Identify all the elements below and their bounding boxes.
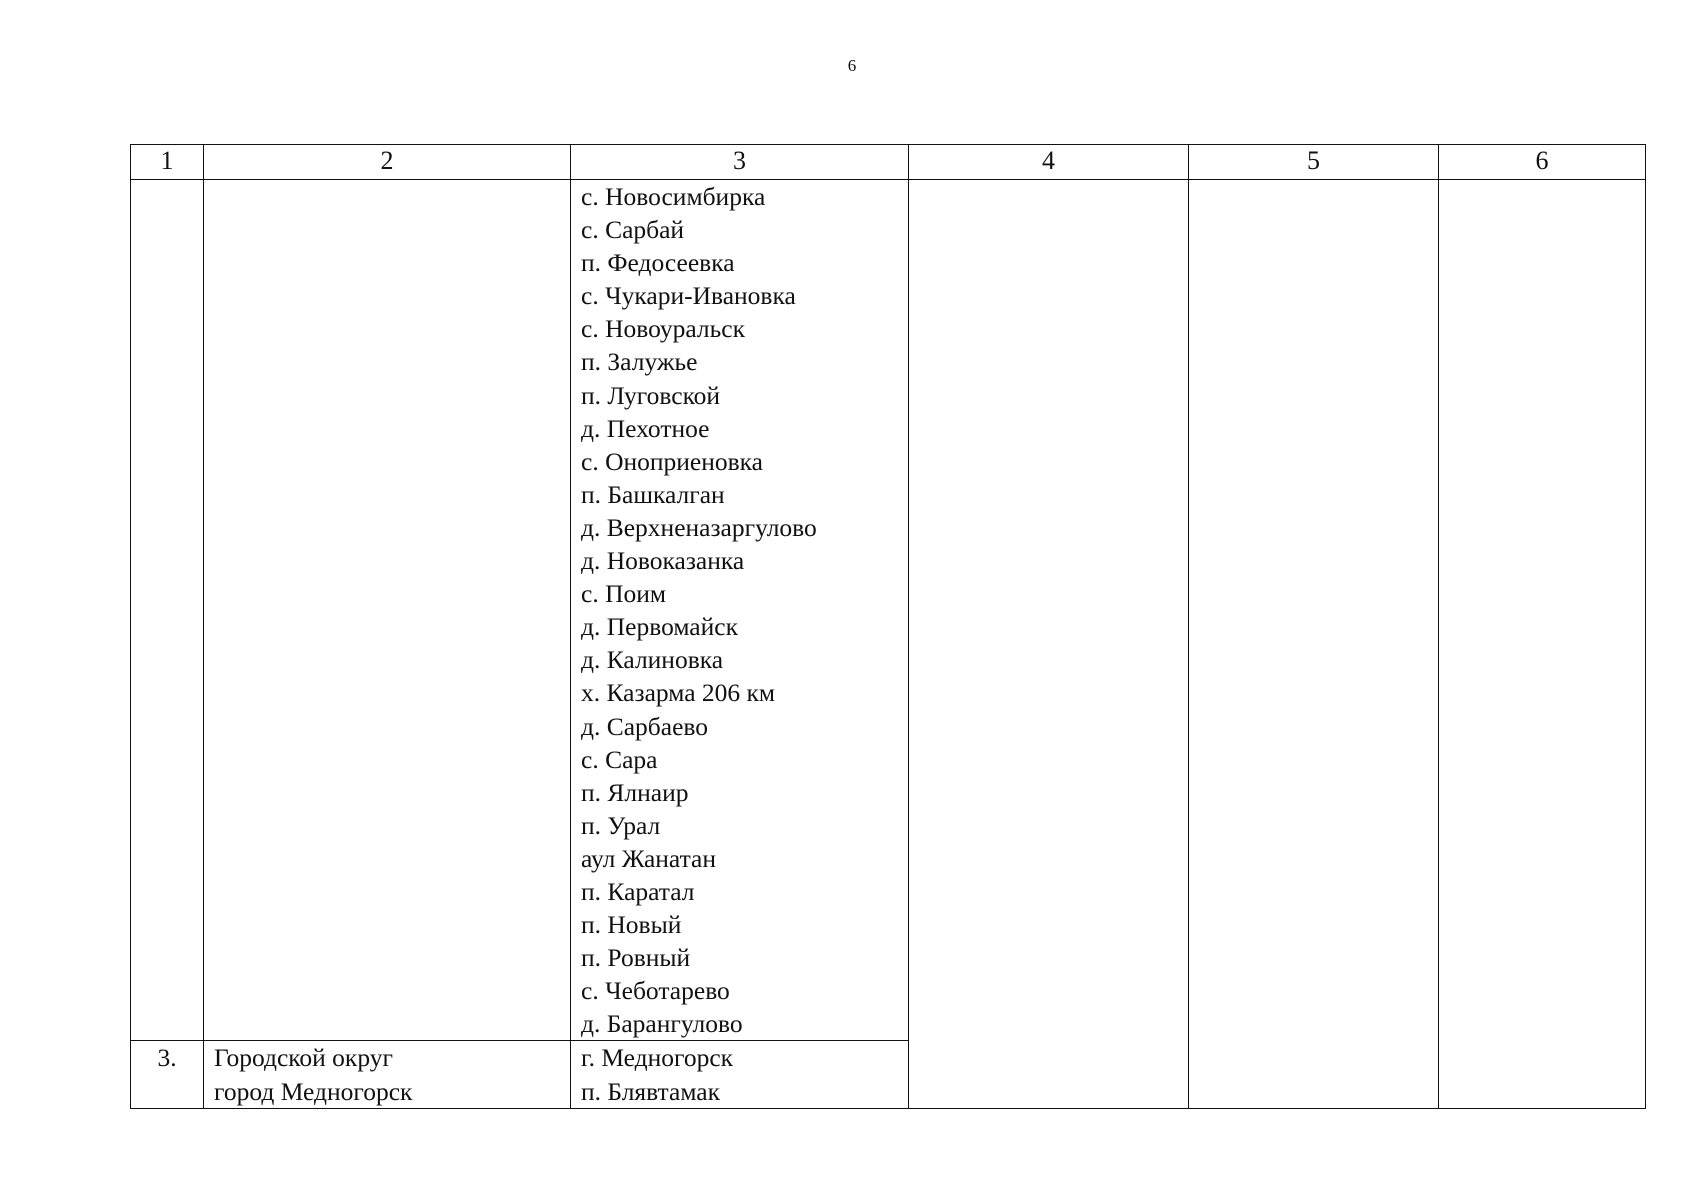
settlement-item: п. Залужье <box>581 347 698 377</box>
continued-row-municipality-cell <box>204 180 571 1041</box>
row-3-settlements-cell <box>571 1041 909 1108</box>
settlement-item: п. Федосеевка <box>581 248 735 278</box>
settlement-item: п. Блявтамак <box>581 1076 721 1106</box>
column-6-cell <box>1439 180 1646 1109</box>
continued-row-settlements-cell <box>571 180 909 1041</box>
column-header-5: 5 <box>1189 145 1439 180</box>
settlement-item: с. Оноприеновка <box>581 446 763 476</box>
settlement-item: п. Ялнаир <box>581 777 689 807</box>
row-3-number-cell <box>131 1041 204 1108</box>
settlement-item: п. Каратал <box>581 876 695 906</box>
column-4-cell <box>909 180 1189 1109</box>
settlement-item: с. Новосимбирка <box>581 182 766 211</box>
settlement-item: с. Поим <box>581 579 667 609</box>
settlement-item: д. Барангулово <box>581 1009 743 1039</box>
settlement-item: с. Новоуральск <box>581 314 745 344</box>
settlement-item: с. Сара <box>581 744 658 774</box>
settlement-item: х. Казарма 206 км <box>581 678 776 708</box>
settlement-item: п. Новый <box>581 910 682 940</box>
settlement-item: д. Первомайск <box>581 612 738 642</box>
table-header-row <box>131 145 1646 180</box>
settlement-item: д. Сарбаево <box>581 711 709 741</box>
settlement-item: д. Калиновка <box>581 645 724 675</box>
settlement-item: п. Луговской <box>581 380 721 410</box>
settlement-item: п. Ровный <box>581 943 691 973</box>
column-header-3: 3 <box>571 145 909 180</box>
municipality-line: Городской округ <box>214 1043 393 1073</box>
municipality-line: город Медногорск <box>214 1076 413 1106</box>
settlement-item: п. Урал <box>581 810 661 840</box>
table-row-continued <box>131 180 1646 1041</box>
settlement-item: с. Чукари-Ивановка <box>581 281 796 311</box>
row-3-municipality-cell <box>204 1041 571 1108</box>
continued-row-number-cell <box>131 180 204 1041</box>
settlements-table <box>130 144 1646 1109</box>
settlement-item: с. Чеботарево <box>581 976 730 1006</box>
settlement-item: с. Сарбай <box>581 215 685 245</box>
settlement-item: п. Башкалган <box>581 479 725 509</box>
column-5-cell <box>1189 180 1439 1109</box>
page-number: 6 <box>847 56 857 75</box>
column-header-6: 6 <box>1439 145 1646 180</box>
column-header-2: 2 <box>204 145 571 180</box>
settlement-item: аул Жанатан <box>581 843 717 873</box>
settlement-item: д. Новоказанка <box>581 546 745 576</box>
settlement-item: д. Пехотное <box>581 413 710 443</box>
settlement-item: д. Верхненазаргулово <box>581 512 817 542</box>
settlement-item: г. Медногорск <box>581 1043 734 1073</box>
column-header-1: 1 <box>131 145 204 180</box>
row-number: 3. <box>157 1043 177 1073</box>
column-header-4: 4 <box>909 145 1189 180</box>
